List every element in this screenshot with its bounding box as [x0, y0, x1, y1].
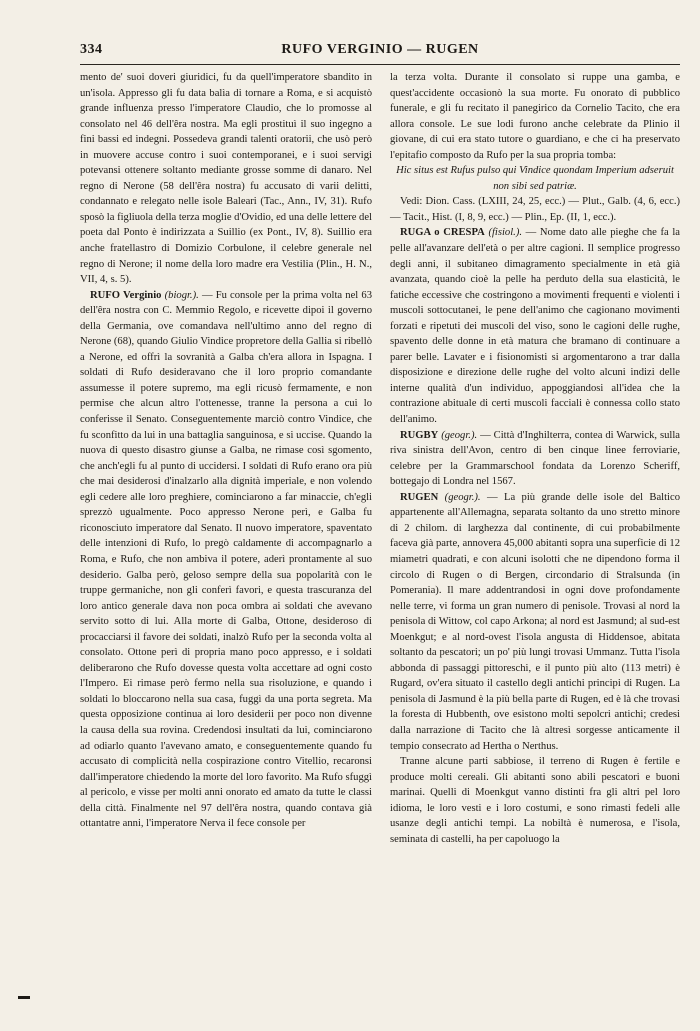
entry-category: (fisiol.). [488, 227, 522, 239]
entry-text: — Città d'Inghilterra, contea di Warwick, sulla riva sinistra dell'Avon, centro di ben cinque linee ferroviarie, celebre per la Grammarschool fondata da Lorenzo Scheriff, bottegajo di Londra nel 1567. [390, 429, 680, 488]
entry-headword: RUGBY [400, 429, 439, 441]
entry-text: — Nome dato alle pieghe che fa la pelle all'avanzare dell'età o per altre cagioni. Il semplice progresso degli anni, il subitaneo dimagramento specialmente in età già avanzata, quando cioè la pelle ha perduto della sua elasticità, le fatiche eccessive che costringono a movimenti frequenti e violenti i muscoli sottocutanei, le pene dell'animo che cagionano movimenti forzati e ripetuti dei muscoli del viso, sono le cagioni delle rughe, spavento delle donne in età matura che bramano di continuare a parer belle. Lavater e i fisionomisti si argomentarono a trar dalla disposizione e direzione delle rughe del volto alcuni indizi delle interne qualità d'un individuo, appoggiandosi all'idea che la contrazione abituale di certi muscoli facciali è connessa collo stato dell'animo. [390, 227, 681, 426]
entry-rufo-verginio [80, 288, 372, 832]
entry-text: — La più grande delle isole del Baltico appartenente all'Allemagna, separata soltanto da uno stretto minore di 2 chilom. di larghezza dal continente, di cui probabilmente faceva già parte, annovera 45,000 abitanti sopra una superficie di 12 miametri quadrati, e con alcuni isolotti che ne dipendono forma il circolo di Rugen o di Bergen, circondario di Stralsunda (in Pomerania). Il mare addentrandosi in ogni dove profondamente nelle terre, vi forma un gran numero di penisole. Trovasi al nord la penisola di Wittow, col capo Arkona; al nord est Jasmund; al sud-est Moenkgut; e al nord-ovest l'isola angusta di Hiddensoe, abitata soltanto da pescatori; un po' più lungi trovasi Ummanz. Tutta l'isola abbonda di passaggi pittoreschi, e il punto più alto (113 metri) è Rugard, ov'era situato il castello degli antichi principi di Rugen. La penisola di Jasmund è la più bella parte di Rugen, ed è là che trovasi la foresta di Hubbenth, ove esistono molti sepolcri antichi; credesi dalla narrazione di Tacito che là altresì sorgesse anticamente il tempio consecrato ad Hertha o Nerthus. [390, 491, 680, 752]
margin-mark [18, 996, 30, 999]
entry-headword: RUFO Verginio [90, 289, 162, 301]
entry-category: (biogr.). [164, 289, 199, 301]
entry-rugby [390, 428, 680, 490]
entry-ruga [390, 225, 680, 427]
left-column [80, 70, 372, 832]
entry-headword: RUGEN [400, 491, 439, 503]
entry-category: (geogr.). [444, 491, 481, 503]
right-column [390, 70, 680, 847]
paragraph-rufo-continued: la terza volta. Durante il consolato si ruppe una gamba, e quest'accidente occasionò la sua morte. Fu onorato di pubblico funerale, e gli fu recitato il panegirico da Cornelio Tacito, che era allora console. Le sue lodi furono anche celebrate da Plinio il giovane, di cui era stato tutore o guardiano, e che ci ha preservato l'epitafio composto da Rufo per la sua propria tomba: [390, 72, 680, 161]
entry-category: (geogr.). [441, 429, 478, 441]
header-rule [80, 64, 680, 65]
paragraph-rugen-continued: Tranne alcune parti sabbiose, il terreno di Rugen è fertile e produce molti cereali. Gli abitanti sono abili pescatori e buoni marinai. Quelli di Moenkgut vanno distinti fra gli altri pel loro idioma, le loro vesti e i loro costumi, e sono rimasti fedeli alle usanze degli antichi tempi. La nobiltà è numerosa, e l'isola, seminata di castelli, ha per capoluogo la [390, 756, 680, 845]
paragraph-suillio-continued: mento de' suoi doveri giuridici, fu da quell'imperatore sbandito in un'isola. Appresso gli fu data balìa di tornare a Roma, e si acquistò grande influenza presso l'imperatore Claudio, che lo promosse al consolato nel 46 dell'êra nostra. Ma egli prostituì il suo ingegno a fini bassi ed indegni. Possedeva grandi talenti oratorii, che usò però in muovere accuse contro i suoi contemporanei, e i suoi servigi potevansi ottenere soltanto mediante grosse somme di danaro. Nel regno di Nerone (58 dell'êra nostra) fu accusato di varii delitti, condannato e relegato nelle isole Baleari (Tac., Ann., IV, 31). Rufo sposò la figliuola della terza moglie d'Ovidio, ed una delle lettere del poeta dal Ponto è indirizzata a Suillio (ex Pont., IV, 8). Suillio era anche fratellastro di Domizio Corbulone, il celebre generale nel regno di Nerone; il nome della loro madre era Vestilia (Plin., H. N., VII, 4, s. 5). [80, 72, 372, 286]
entry-rugen [390, 490, 680, 754]
page-number: 334 [80, 42, 103, 57]
references-paragraph: Vedi: Dion. Cass. (LXIII, 24, 25, ecc.) — Plut., Galb. (4, 6, ecc.) — Tacit., Hist. (I, 8, 9, ecc.) — Plin., Ep. (II, 1, ecc.). [390, 196, 680, 223]
entry-text: — Fu console per la prima volta nel 63 dell'êra nostra con C. Memmio Regolo, e ricevette dipoi il governo della Germania, ove comandava nell'ultimo anno del regno di Nerone (68), quando Giulio Vindice propretore della Gallia si ribellò a Nerone, ed offrì la sovranità a Galba ch'era allora in Ispagna. I soldati di Rufo desideravano che il loro proprio comandante assumesse il potere supremo, ma egli ricusò fermamente, e non permise che alcun altro l'ottenesse, tranne la persona a cui lo conferisse il Senato. Conseguentemente marciò contro Vindice, che fu sconfitto da lui in una battaglia sanguinosa, e si uccise. Quando la nuova di questo disastro giunse a Galba, ne rimase così sgomento, che anch'egli fu al punto di uccidersi. I soldati di Rufo erano ora più che mai desiderosi d'inalzarlo alla dignità imperiale, e non volendo egli cedere alle loro preghiere, cominciarono a far minaccie, ch'egli sprezzò ugualmente. Poco appresso Nerone perì, e Galba fu riconosciuto imperatore dal Senato. Il nuovo imperatore, spaventato delle intenzioni di Rufo, lo pregò caldamente di accompagnarlo a Roma, e Rufo, che non ambiva il potere, aderì prontamente al suo desiderio. Galba però, geloso sempre della sua popolarità con le truppe germaniche, non gli conferì favori, e questa trascuranza del loro antico generale dava non poca ombra ai soldati che avevano servito sotto di lui. Alla morte di Galba, Ottone, desideroso di procacciarsi il favore dei soldati, inalzò Rufo per la seconda volta al consolato. Ottone perì di propria mano poco appresso, e i soldati deliberarono che Rufo dovesse questa volta accettare ad ogni costo l'Impero. Ei rimase però fermo nella sua risoluzione, e quando i soldati lo bloccarono nella sua casa, fuggì da una porta segreta. Ma questa opposizione continua ai loro desiderii per poco non divenne la causa della sua rovina. Credendosi insultati da lui, cominciarono ad odiarlo quanto l'avevano amato, e conseguentemente quando fu accusato di complicità nella cospirazione contro Vitellio, recaronsi dall'imperatore chiedendo la morte del loro favorito. Ma Rufo sfuggì al pericolo, e visse per molti anni onorato ed amato da tutte le classi della città. Finalmente nel 97 dell'êra nostra, quando contava già ottantatre anni, l'imperatore Nerva il fece console per [80, 289, 372, 830]
page-header [80, 40, 680, 62]
epitaph-quote: Hic situs est Rufus pulso qui Vindice quondam Imperium adseruit non sibi sed patriæ. [396, 165, 674, 192]
running-title: RUFO VERGINIO — RUGEN [281, 42, 479, 57]
entry-headword: RUGA o CRESPA [400, 227, 485, 239]
